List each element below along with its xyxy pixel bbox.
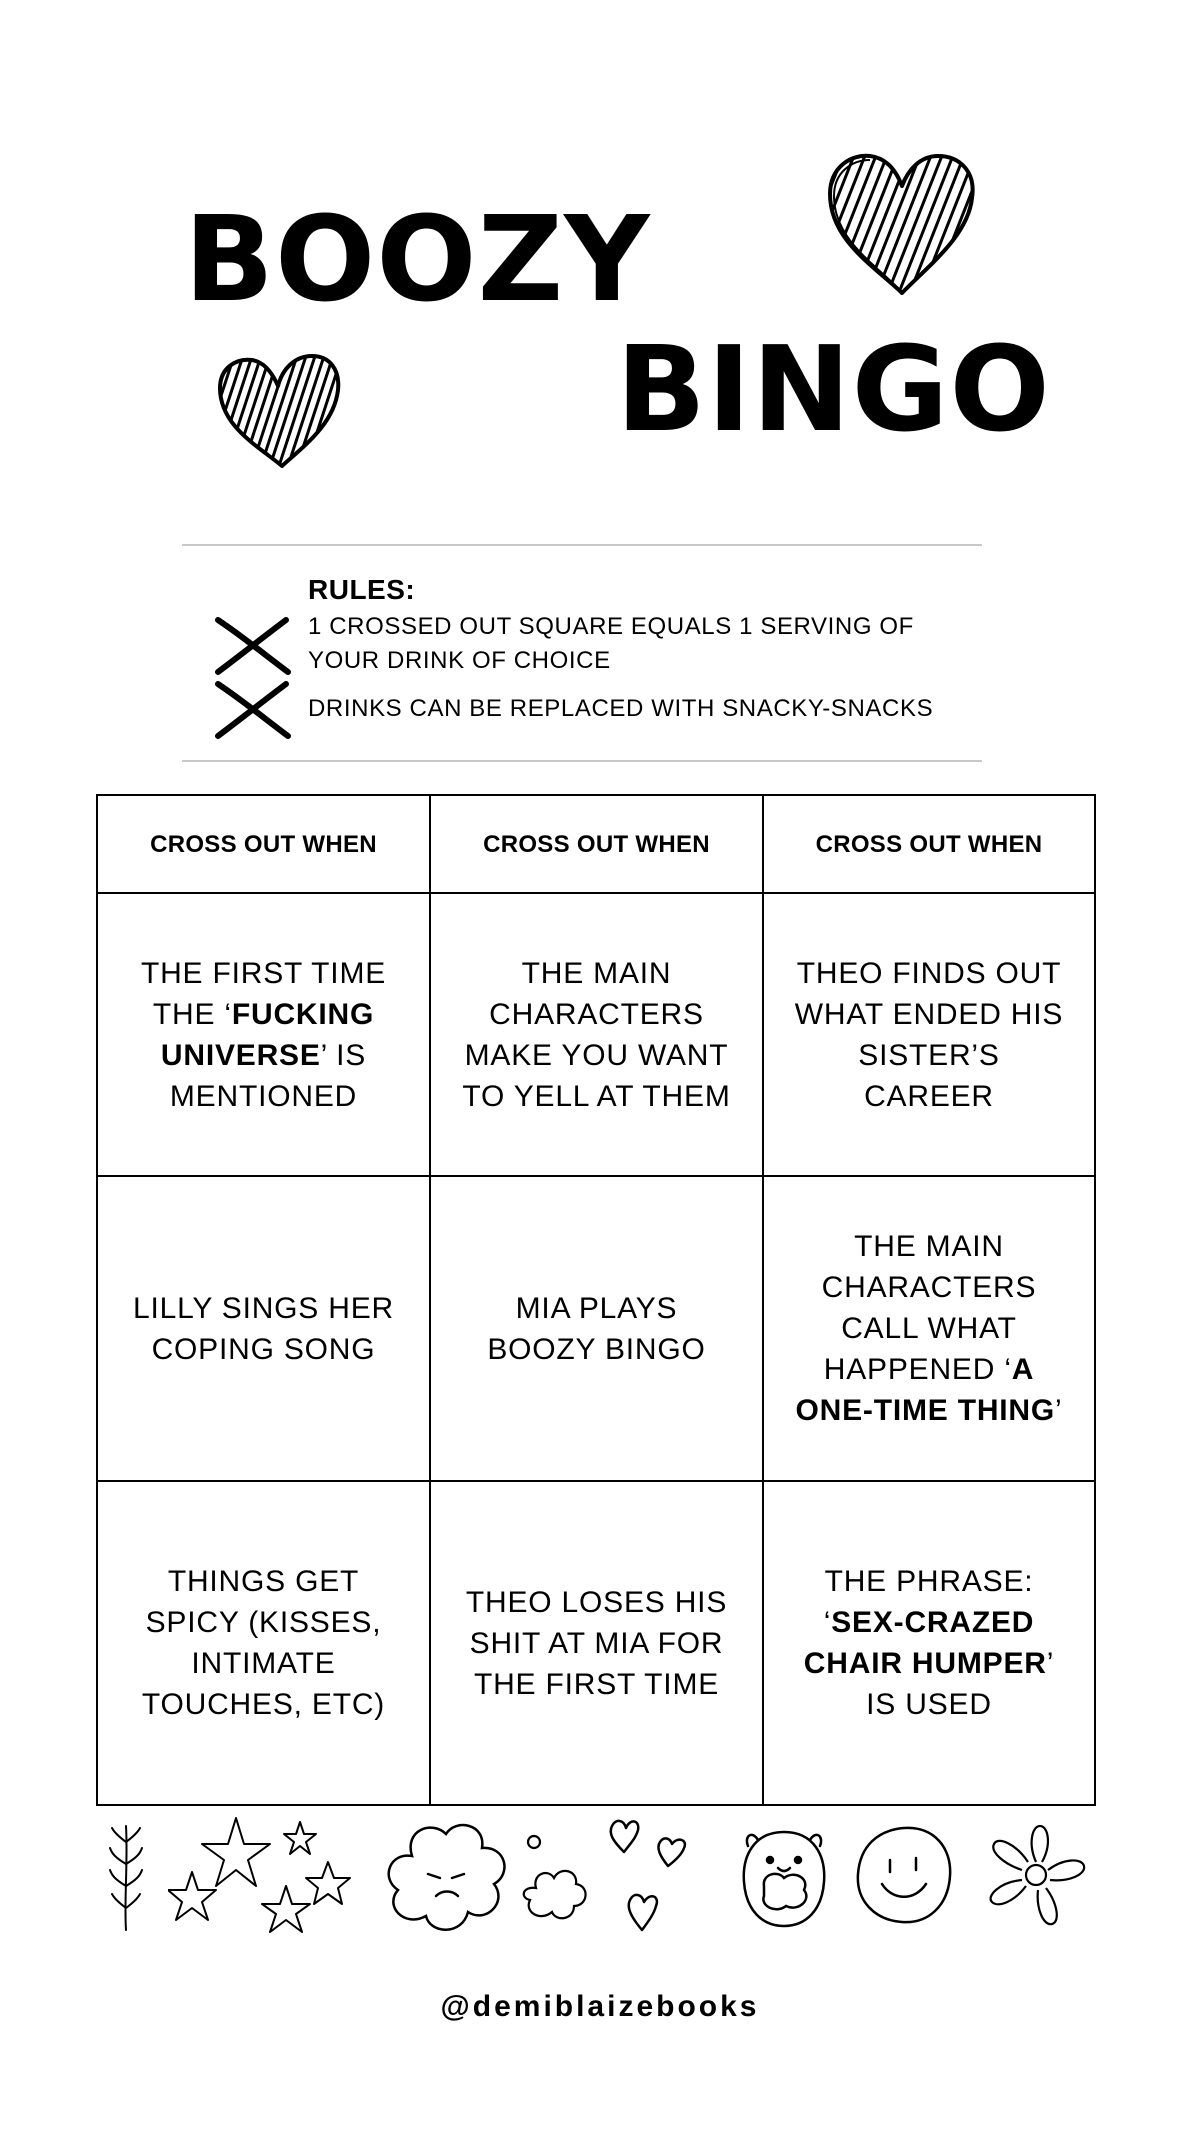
bingo-square-text: THE FIRST TIME THE ‘FUCKING UNIVERSE’ IS MENTIONED bbox=[140, 956, 387, 1113]
bingo-square-text: THE MAIN CHARACTERS CALL WHAT HAPPENED ‘A ONE-TIME THING’ bbox=[795, 1230, 1063, 1427]
title-boozy: BOOZY bbox=[184, 190, 651, 328]
bingo-square[interactable] bbox=[431, 894, 764, 1177]
smiley-face-icon bbox=[852, 1824, 956, 1928]
bingo-square-text: THEO FINDS OUT WHAT ENDED HIS SISTER’S CAREER bbox=[794, 956, 1064, 1113]
bingo-square-text: LILLY SINGS HER COPING SONG bbox=[133, 1291, 394, 1366]
table-header-cell bbox=[764, 796, 1094, 894]
rules-heading: RULES: bbox=[308, 574, 416, 605]
small-clouds-icon bbox=[520, 1828, 590, 1932]
header-label: CROSS OUT WHEN bbox=[815, 830, 1043, 858]
bingo-square[interactable] bbox=[431, 1482, 764, 1804]
flower-icon bbox=[982, 1822, 1090, 1930]
header-label: CROSS OUT WHEN bbox=[150, 830, 377, 858]
plant-sprig-icon bbox=[106, 1822, 146, 1932]
bingo-square[interactable] bbox=[764, 1177, 1094, 1482]
hamster-icon bbox=[738, 1826, 830, 1930]
bingo-square[interactable] bbox=[98, 1482, 431, 1804]
rule-item-2: DRINKS CAN BE REPLACED WITH SNACKY-SNACKS bbox=[308, 695, 934, 722]
hearts-icon bbox=[606, 1816, 706, 1936]
bingo-square-text: THE MAIN CHARACTERS MAKE YOU WANT TO YELL AT THEM bbox=[462, 956, 731, 1113]
rules-top-divider bbox=[182, 544, 982, 546]
cross-mark-icon bbox=[212, 678, 292, 742]
bingo-square-text: THE PHRASE: ‘SEX-CRAZED CHAIR HUMPER’ IS USED bbox=[803, 1565, 1055, 1721]
cloud-face-icon bbox=[382, 1816, 514, 1938]
rules-bottom-divider bbox=[182, 760, 982, 762]
scribble-heart-icon bbox=[214, 350, 344, 472]
bingo-square[interactable] bbox=[98, 894, 431, 1177]
doodle-strip bbox=[100, 1812, 1100, 1942]
stars-icon bbox=[168, 1814, 368, 1938]
title-bingo: BINGO bbox=[616, 320, 1051, 458]
cross-mark-icon bbox=[212, 614, 292, 678]
social-handle: @demiblaizebooks bbox=[440, 1990, 760, 2023]
header-label: CROSS OUT WHEN bbox=[483, 830, 710, 858]
bingo-table bbox=[96, 794, 1096, 1806]
bingo-square[interactable] bbox=[431, 1177, 764, 1482]
bingo-square[interactable] bbox=[764, 1482, 1094, 1804]
bingo-square-text: THINGS GET SPICY (KISSES, INTIMATE TOUCHES, ETC) bbox=[141, 1565, 386, 1721]
table-header-cell bbox=[431, 796, 764, 894]
scribble-heart-icon bbox=[822, 148, 982, 300]
bingo-square-text: MIA PLAYS BOOZY BINGO bbox=[487, 1291, 706, 1366]
rule-item-1: 1 CROSSED OUT SQUARE EQUALS 1 SERVING OF YOUR DRINK OF CHOICE bbox=[308, 613, 914, 674]
bingo-square-text: THEO LOSES HIS SHIT AT MIA FOR THE FIRST TIME bbox=[465, 1585, 728, 1701]
bingo-square[interactable] bbox=[98, 1177, 431, 1482]
bingo-square[interactable] bbox=[764, 894, 1094, 1177]
table-header-cell bbox=[98, 796, 431, 894]
